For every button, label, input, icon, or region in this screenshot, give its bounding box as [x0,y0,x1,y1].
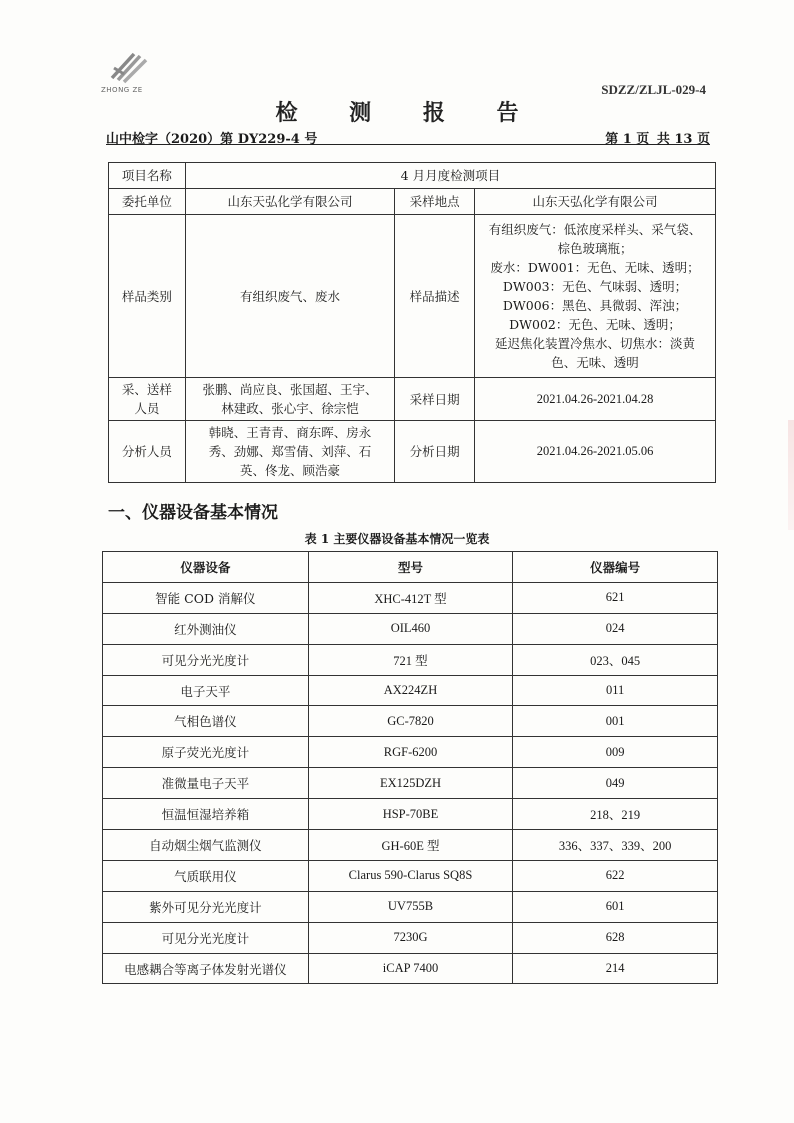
model-cell: iCAP 7400 [308,953,513,984]
desc-value [475,215,716,378]
instrument-id-cell: 218、219 [513,799,718,830]
category-value: 有组织废气、废水 [185,215,394,378]
sample-date-label: 采样日期 [395,378,475,421]
model-cell: UV755B [308,891,513,922]
table-row [103,953,718,984]
table-row [103,675,718,706]
page-total: 共 13 页 [656,132,710,147]
instrument-id-cell: 601 [513,891,718,922]
instrument-name-cell: 可见分光光度计 [103,644,309,675]
analyst-line: 韩晓、王青青、商东晖、房永 [208,425,372,440]
desc-label: 样品描述 [395,215,475,378]
project-name-label: 项目名称 [109,163,186,189]
page-current: 第 1 页 [605,132,650,147]
desc-line: DW003：无色、气味弱、透明； [502,279,688,294]
model-cell: 7230G [308,922,513,953]
analyst-label: 分析人员 [109,421,186,483]
table-row [103,860,718,891]
instrument-name-cell: 自动烟尘烟气监测仪 [103,830,309,861]
instrument-name-cell: 电子天平 [103,675,309,706]
instrument-id-cell: 336、337、339、200 [513,830,718,861]
instrument-name-cell: 电感耦合等离子体发射光谱仪 [103,953,309,984]
desc-line: 色、无味、透明 [551,355,639,370]
column-header: 仪器编号 [513,552,718,583]
model-cell: 721 型 [308,644,513,675]
column-header: 型号 [308,552,513,583]
section-heading: 一、仪器设备基本情况 [108,503,278,523]
desc-line: DW002：无色、无味、透明； [509,317,681,332]
logo-text: ZHONG ZE [101,86,143,94]
instrument-name-cell: 气相色谱仪 [103,706,309,737]
instrument-name-cell: 气质联用仪 [103,860,309,891]
model-cell: GH-60E 型 [308,830,513,861]
site-value: 山东天弘化学有限公司 [475,189,716,215]
report-number-line [106,126,710,145]
table-row [103,768,718,799]
table-row [103,891,718,922]
model-cell: EX125DZH [308,768,513,799]
instrument-name-cell: 恒温恒湿培养箱 [103,799,309,830]
client-value: 山东天弘化学有限公司 [185,189,394,215]
table-row [103,737,718,768]
page-title: 检 测 报 告 [275,100,541,126]
report-number: 山中检字（2020）第 DY229-4 号 [106,132,318,147]
analysis-date-value: 2021.04.26-2021.05.06 [475,421,716,483]
instrument-id-cell: 049 [513,768,718,799]
table-row [109,378,716,421]
instrument-name-cell: 可见分光光度计 [103,922,309,953]
sampler-value [185,378,394,421]
sampler-line: 林建政、张心宇、徐宗恺 [221,401,359,416]
instrument-id-cell: 001 [513,706,718,737]
desc-line: 废水：DW001：无色、无味、透明； [490,260,700,275]
analysis-date-label: 分析日期 [395,421,475,483]
instrument-name-cell: 智能 COD 消解仪 [103,582,309,613]
table-row [103,613,718,644]
project-name-value: 4 月月度检测项目 [185,163,715,189]
instrument-name-cell: 红外测油仪 [103,613,309,644]
desc-line: DW006：黑色、具微弱、浑浊； [502,298,688,313]
report-info-table [108,162,716,483]
instrument-id-cell: 009 [513,737,718,768]
table-row [103,922,718,953]
instrument-table [102,551,718,984]
instrument-name-cell: 原子荧光光度计 [103,737,309,768]
sampler-label-line: 人员 [134,401,160,416]
table-header-row [103,552,718,583]
instrument-name-cell: 紫外可见分光光度计 [103,891,309,922]
table-row [103,582,718,613]
page-info [602,128,710,147]
sample-date-value: 2021.04.26-2021.04.28 [475,378,716,421]
table-row [103,644,718,675]
site-label: 采样地点 [395,189,475,215]
model-cell: Clarus 590-Clarus SQ8S [308,860,513,891]
instrument-id-cell: 621 [513,582,718,613]
model-cell: GC-7820 [308,706,513,737]
desc-line: 棕色玻璃瓶； [557,241,633,256]
column-header: 仪器设备 [103,552,309,583]
instrument-id-cell: 024 [513,613,718,644]
desc-line: 有组织废气：低浓度采样头、采气袋、 [488,222,702,237]
sampler-line: 张鹏、尚应良、张国超、王宇、 [202,382,378,397]
table-caption: 表 1 主要仪器设备基本情况一览表 [304,532,490,546]
instrument-id-cell: 023、045 [513,644,718,675]
category-label: 样品类别 [109,215,186,378]
table-row [103,799,718,830]
table-row [109,163,716,189]
table-row [103,706,718,737]
stamp-edge [788,420,794,530]
instrument-id-cell: 011 [513,675,718,706]
analyst-value [185,421,394,483]
table-row [103,830,718,861]
analyst-line: 英、佟龙、顾浩豪 [239,463,340,478]
client-label: 委托单位 [109,189,186,215]
instrument-id-cell: 628 [513,922,718,953]
sampler-label [109,378,186,421]
instrument-id-cell: 214 [513,953,718,984]
model-cell: RGF-6200 [308,737,513,768]
instrument-id-cell: 622 [513,860,718,891]
instrument-name-cell: 准微量电子天平 [103,768,309,799]
model-cell: AX224ZH [308,675,513,706]
analyst-line: 秀、劲娜、郑雪倩、刘萍、石 [208,444,372,459]
model-cell: OIL460 [308,613,513,644]
model-cell: HSP-70BE [308,799,513,830]
model-cell: XHC-412T 型 [308,582,513,613]
table-row [109,215,716,378]
logo-stripes-icon [104,48,148,84]
table-row [109,421,716,483]
document-code: SDZZ/ZLJL-029-4 [601,82,706,97]
table-row [109,189,716,215]
sampler-label-line: 采、送样 [121,382,172,397]
desc-line: 延迟焦化装置冷焦水、切焦水：淡黄 [495,336,696,351]
